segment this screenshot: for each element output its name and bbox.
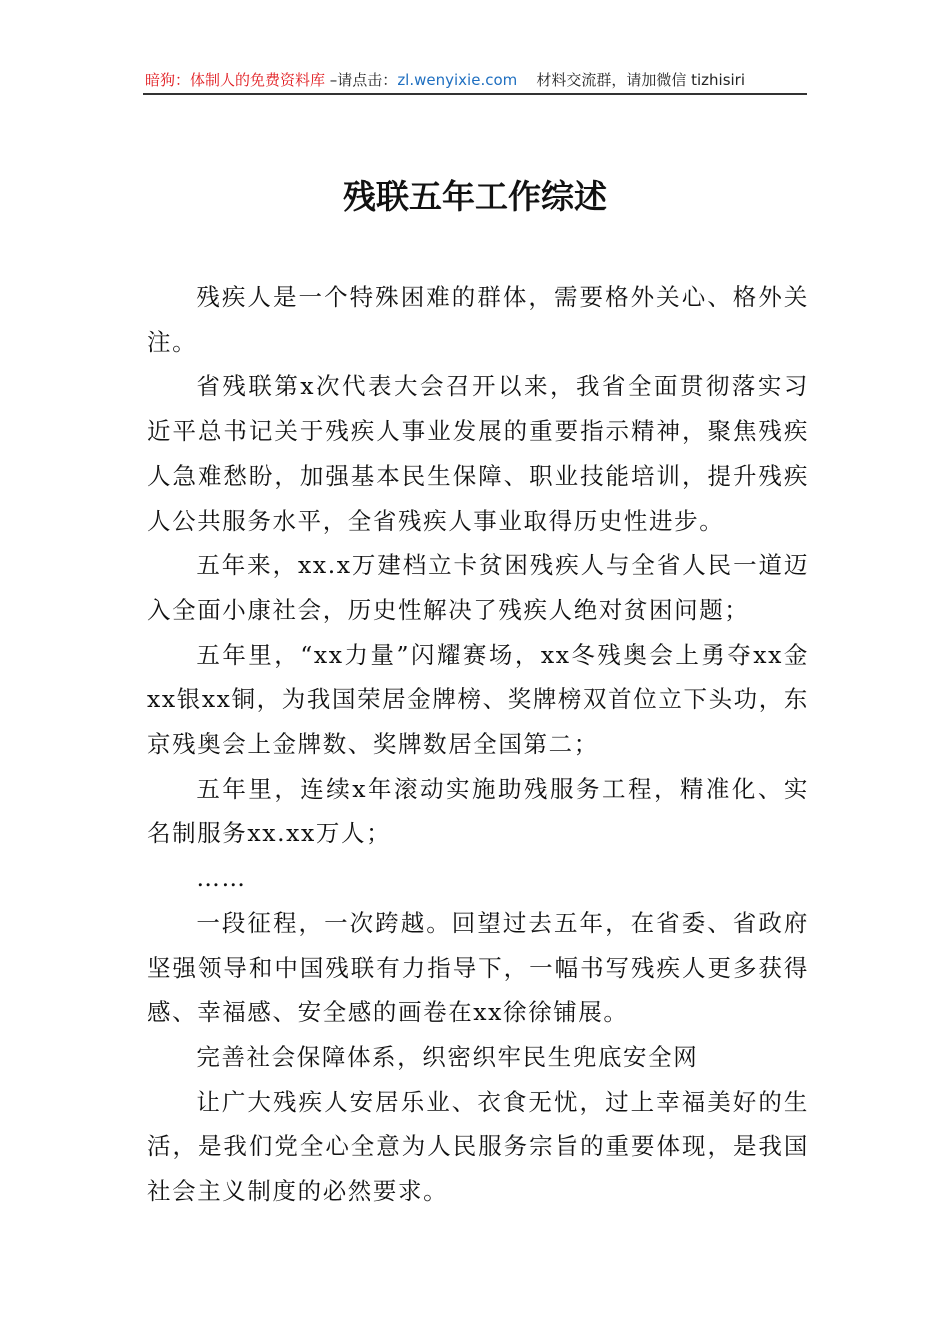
prompt-text: –请点击： [329,71,398,89]
paragraph: 省残联第x次代表大会召开以来，我省全面贯彻落实习近平总书记关于残疾人事业发展的重要指示精神，聚焦残疾人急难愁盼，加强基本民生保障、职业技能培训，提升残疾人公共服务水平，全省残疾人事业取得历史性进步。 [147,372,809,535]
section-heading: 完善社会保障体系，织密织牢民生兜底安全网 [196,1042,699,1071]
paragraph: 让广大残疾人安居乐业、衣食无忧，过上幸福美好的生活，是我们党全心全意为人民服务宗旨的重要体现，是我国社会主义制度的必然要求。 [147,1087,809,1206]
website-link[interactable]: zl.wenyixie.com [397,71,518,89]
page-header-banner [145,68,807,92]
paragraph: 五年里，“xx力量”闪耀赛场，xx冬残奥会上勇夺xx金xx银xx铜，为我国荣居金牌榜、奖牌榜双首位立下头功，东京残奥会上金牌数、奖牌数居全国第二； [147,640,809,759]
paragraph: 残疾人是一个特殊困难的群体，需要格外关心、格外关注。 [147,283,809,356]
paragraph: 五年来，xx.x万建档立卡贫困残疾人与全省人民一道迈入全面小康社会，历史性解决了残疾人绝对贫困问题； [147,551,809,624]
header-divider [143,93,807,95]
document-body [147,275,809,1214]
paragraph: 五年里，连续x年滚动实施助残服务工程，精准化、实名制服务xx.xx万人； [147,774,809,848]
document-title: 残联五年工作综述 [343,177,607,216]
ellipsis-paragraph: …… [196,864,247,893]
contact-text: 材料交流群，请加微信 tizhisiri [536,71,746,89]
brand-text: 暗狗：体制人的免费资料库 [145,71,326,89]
paragraph: 一段征程，一次跨越。回望过去五年，在省委、省政府坚强领导和中国残联有力指导下，一幅书写残疾人更多获得感、幸福感、安全感的画卷在xx徐徐铺展。 [147,908,809,1027]
